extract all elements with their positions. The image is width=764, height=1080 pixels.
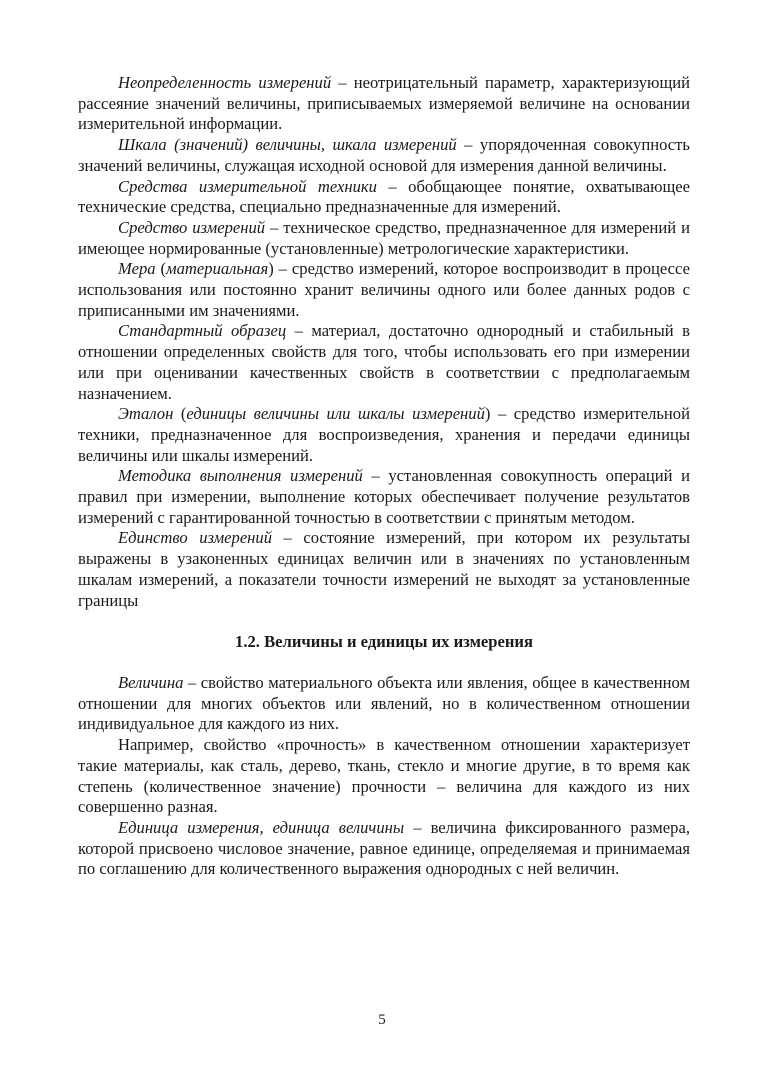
page-number: 5	[378, 1012, 386, 1028]
term: Неопределенность измерений	[118, 73, 332, 92]
term: Методика выполнения измерений	[118, 466, 363, 486]
definition-shkala	[78, 135, 690, 176]
definition-standartnyy-obrazets	[78, 321, 690, 404]
term-paren-close: )	[484, 404, 491, 424]
definition-text: – обобщающее понятие, охватывающее технические средства, специально предназначенные для измерений.	[78, 176, 690, 217]
term: Стандартный образец	[118, 321, 287, 341]
definition-text: – средство измерений, которое воспроизводит в процессе использования или постоянно хранит величины одного или более данных родов с приписанными им значениями.	[78, 259, 690, 320]
term: Средство измерений	[118, 217, 266, 237]
example-paragraph	[78, 735, 690, 818]
term-qualifier: материальная	[166, 259, 269, 279]
definition-edinitsa	[78, 818, 690, 880]
definition-sredstva-tekhniki	[78, 177, 690, 218]
definition-text: – неотрицательный параметр, характеризующий рассеяние значений величины, приписываемых измеряемой величине на основании измерительной информации.	[78, 73, 690, 134]
definition-metodika	[78, 466, 690, 528]
definition-velichina	[78, 673, 690, 735]
section-heading: 1.2. Величины и единицы их измерения	[235, 632, 533, 652]
definition-text: – состояние измерений, при котором их результаты выражены в узаконенных единицах величин или в значениях по установленным шкалам измерений, а показатели точности измерений не выходят за установленные границы	[78, 528, 690, 610]
definition-neopredelennost	[78, 73, 690, 135]
definition-text: – материал, достаточно однородный и стабильный в отношении определенных свойств для того, чтобы использовать его при измерении или при оценивании качественных свойств в соответствии с предполагаемым назначением.	[78, 321, 690, 403]
definition-text: – упорядоченная совокупность значений величины, служащая исходной основой для измерения данной величины.	[78, 135, 690, 175]
definition-sredstvo-izmereniy	[78, 218, 690, 259]
term-paren-open: (	[155, 259, 167, 279]
term: Единство измерений	[118, 528, 273, 548]
term-paren-close: )	[268, 259, 274, 279]
term-paren-open: (	[173, 404, 187, 424]
definition-text: – установленная совокупность операций и правил при измерении, выполнение которых обеспечивает получение результатов измерений с гарантированной точностью в соответствии с принятым методом.	[78, 466, 690, 527]
definition-text: – свойство материального объекта или явления, общее в качественном отношении для многих объектов или явлений, но в количественном отношении индивидуальное для каждого из них.	[78, 672, 690, 734]
definition-edinstvo	[78, 528, 690, 611]
document-page	[78, 73, 690, 880]
definition-etalon	[78, 404, 690, 466]
term: Средства измерительной техники	[118, 176, 377, 196]
term: Эталон	[118, 404, 174, 424]
term: Шкала (значений) величины, шкала измерений	[118, 135, 457, 155]
term: Величина	[118, 672, 184, 692]
term: Мера	[118, 259, 156, 279]
definition-mera	[78, 259, 690, 321]
definition-text: – техническое средство, предназначенное для измерений и имеющее нормированные (установленные) метрологические характеристики.	[78, 217, 690, 258]
body-text: Например, свойство «прочность» в качественном отношении характеризует такие материалы, как сталь, дерево, ткань, стекло и многие другие, в то время как степень (количественное значение) прочности – величина для каждого из них совершенно разная.	[78, 735, 690, 817]
term-qualifier: единицы величины или шкалы измерений	[186, 404, 485, 424]
definition-text: – величина фиксированного размера, которой присвоено числовое значение, равное единице, определяемая и принимаемая по соглашению для количественного выражения однородных с ней величин.	[78, 817, 690, 879]
term: Единица измерения, единица величины	[118, 817, 405, 837]
definition-text: – средство измерительной техники, предназначенное для воспроизведения, хранения и передачи единицы величины или шкалы измерений.	[78, 404, 690, 465]
